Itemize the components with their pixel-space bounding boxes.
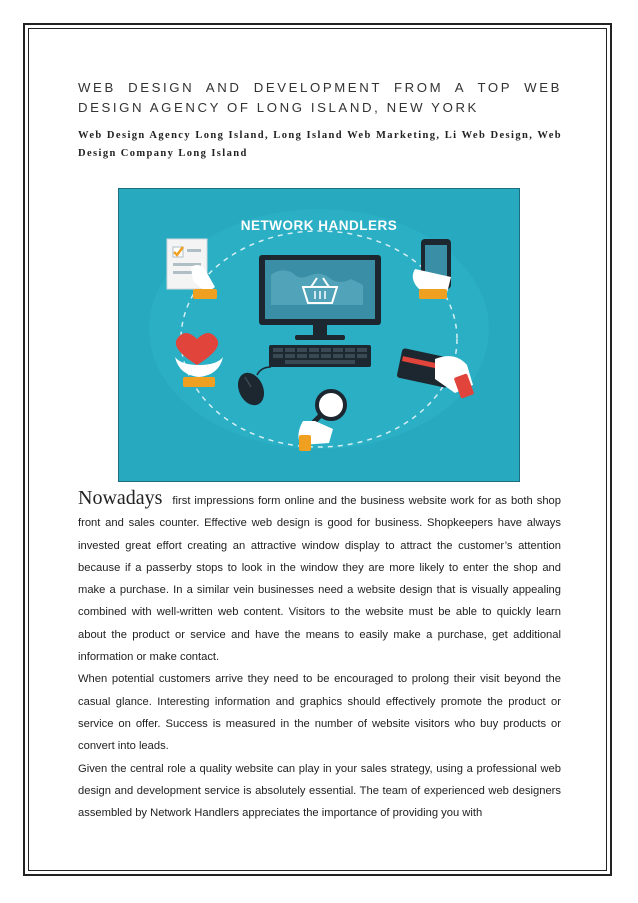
brand-banner-text: NETWORK HANDLERS [240,218,398,233]
keyboard-icon [269,345,371,367]
page-title: WEB DESIGN AND DEVELOPMENT FROM A TOP WEB DESIGN AGENCY OF LONG ISLAND, NEW YORK [78,80,562,115]
paragraph-1-text: first impressions form online and the business website work for as both shop front and sales counter. Effective web design is good for business. Shopkeepers have always invested great effort creating an attractive window display to attract the customer’s attention because if a passerby stops to look in the window they are more likely to enter the shop and make a purchase. In a similar vein businesses need a website design that is visually appealing combined with well-written web content. Visitors to the website must be able to quickly learn about the product or service and have the means to easily make a purchase, get additional information or make contact. [78,495,561,664]
keywords-line: Web Design Agency Long Island, Long Island Web Marketing, Li Web Design, Web Design Company Long Island [78,130,562,159]
paragraph-3: Given the central role a quality website can play in your sales strategy, using a professional web design and development service is absolutely essential. The team of experienced web designers assembled by Network Handlers appreciates the importance of providing you with [78,762,561,820]
lead-word: Nowadays [78,487,163,509]
hero-illustration [118,188,520,482]
paragraph-2: When potential customers arrive they need to be encouraged to prolong their visit beyond the casual glance. Interesting information and graphics should effectively promote the product or service on offer. Success is measured in the number of website visitors who buy products or convert into leads. [78,673,561,753]
article-body [78,487,561,824]
paragraph-1 [78,487,561,668]
